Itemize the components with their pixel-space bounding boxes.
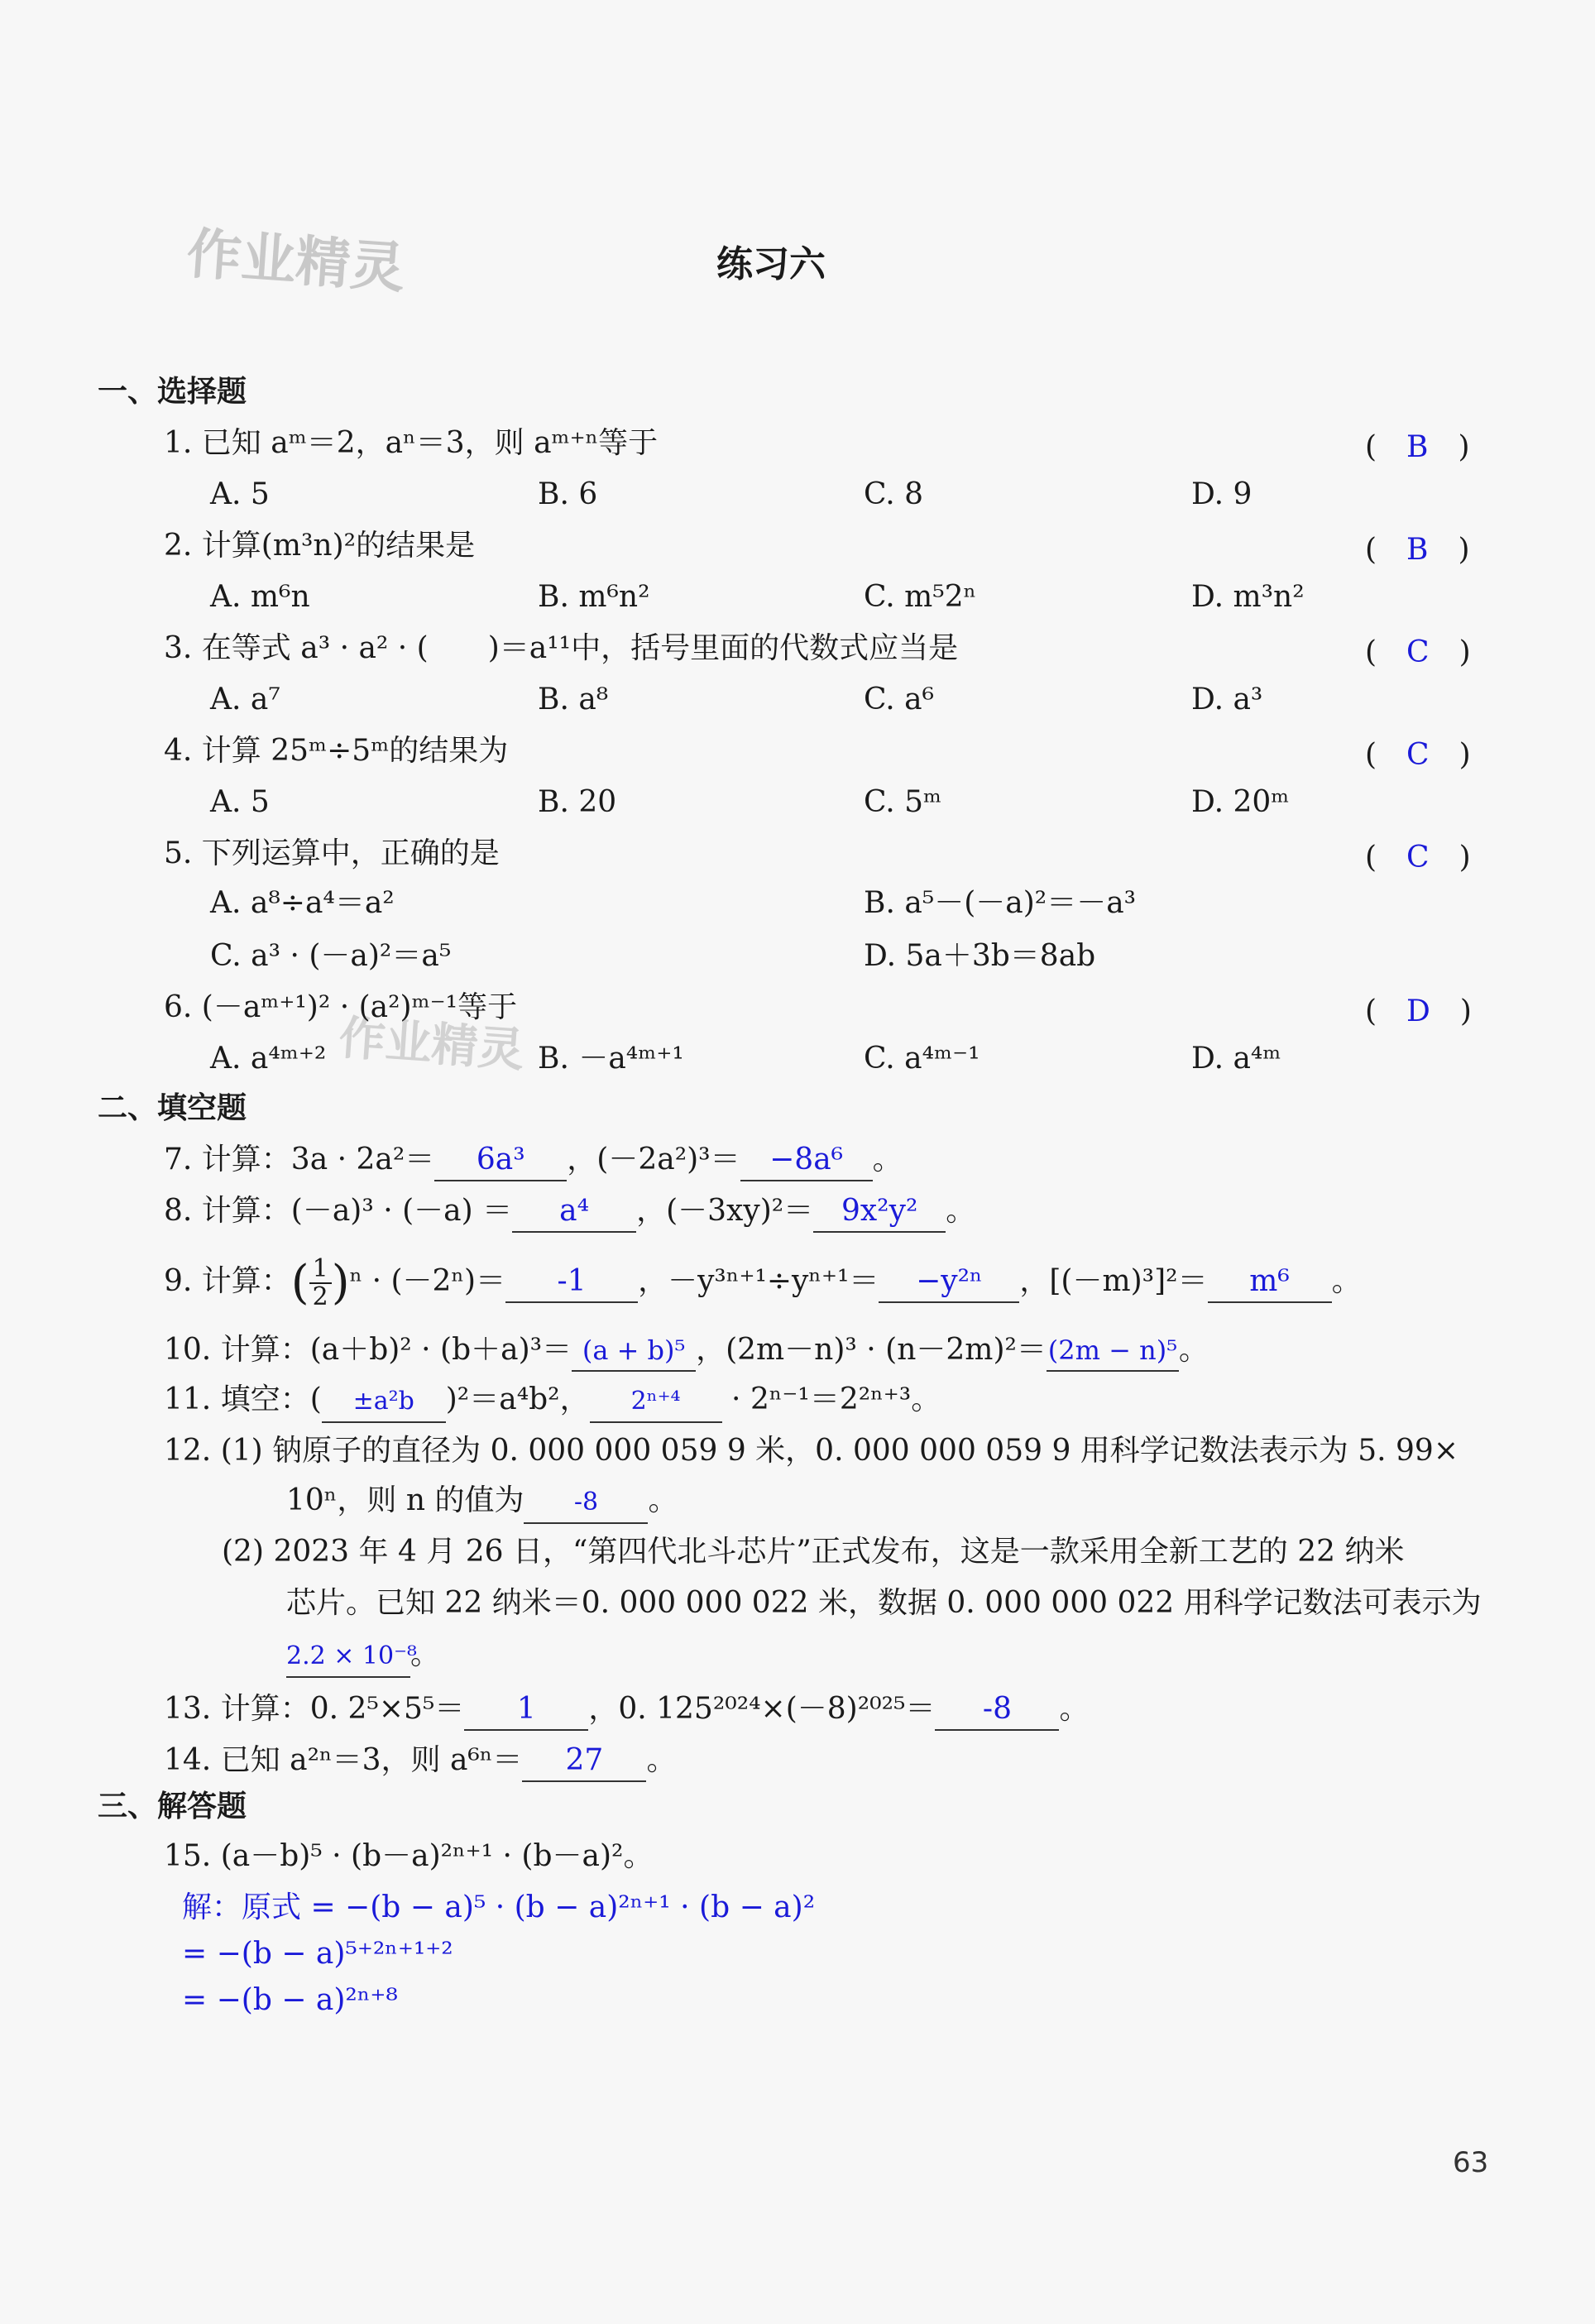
q6-option-c: C. a⁴ᵐ⁻¹ (864, 1042, 980, 1076)
q4-stem: 4. 计算 25ᵐ÷5ᵐ的结果为 (164, 734, 509, 768)
q13-prompt-1: 13. 计算：0. 2⁵×5⁵＝ (164, 1692, 465, 1726)
q2-option-b: B. m⁶n² (538, 580, 650, 614)
q8-prompt-3: 。 (946, 1194, 976, 1228)
q9-paren-left: ( (290, 1256, 309, 1310)
q6-option-a: A. a⁴ᵐ⁺² (210, 1042, 327, 1076)
q12-answer-2: 2.2 × 10⁻⁸ (286, 1636, 410, 1678)
q9-answer-3: m⁶ (1208, 1262, 1332, 1303)
q12-line-2 (286, 1481, 678, 1524)
q3-option-b: B. a⁸ (538, 683, 609, 716)
q7-line (164, 1140, 903, 1181)
q7-prompt-2: ，(－2a²)³＝ (567, 1143, 740, 1176)
q2-answer: B (1406, 533, 1429, 567)
q1-answer: B (1406, 430, 1429, 464)
q14-answer-1: 27 (522, 1741, 646, 1782)
q8-line (164, 1191, 975, 1233)
q4-option-b: B. 20 (538, 785, 617, 819)
q12-prompt-2b: 。 (648, 1483, 678, 1517)
q12-prompt-5b: 。 (410, 1637, 441, 1671)
q11-line (164, 1380, 941, 1423)
q11-answer-1: ±a²b (322, 1382, 446, 1423)
q13-answer-1: 1 (464, 1689, 588, 1731)
q6-answer: D (1406, 994, 1430, 1028)
q1-answer-paren: ( B ) (1365, 430, 1470, 464)
q13-answer-2: -8 (935, 1689, 1059, 1731)
q14-line (164, 1741, 676, 1782)
q9-paren-right: ) (331, 1256, 350, 1310)
q3-answer-paren: ( C ) (1365, 635, 1471, 669)
q2-option-a: A. m⁶n (210, 580, 310, 614)
q5-option-d: D. 5a＋3b＝8ab (864, 939, 1096, 973)
q12-line-5 (286, 1635, 440, 1678)
q11-prompt-3: · 2ⁿ⁻¹＝2²ⁿ⁺³。 (721, 1382, 941, 1416)
q6-option-b: B. －a⁴ᵐ⁺¹ (538, 1042, 684, 1076)
q5-option-c: C. a³ · (－a)²＝a⁵ (210, 939, 452, 973)
section-fill-heading: 二、填空题 (98, 1091, 247, 1125)
q12-line-1: 12. (1) 钠原子的直径为 0. 000 000 059 9 米，0. 000 000 059 9 用科学记数法表示为 5. 99× (164, 1434, 1458, 1468)
q9-prompt-2: ，－y³ⁿ⁺¹÷yⁿ⁺¹＝ (638, 1264, 879, 1298)
q15-solution-line-2: = −(b − a)⁵⁺²ⁿ⁺¹⁺² (182, 1937, 453, 1971)
q9-answer-1: -1 (505, 1262, 638, 1303)
section-choice-heading: 一、选择题 (98, 375, 247, 409)
q13-line (164, 1689, 1089, 1731)
q12-line-3: (2) 2023 年 4 月 26 日，“第四代北斗芯片”正式发布，这是一款采用全新工艺的 22 纳米 (222, 1535, 1405, 1569)
q13-prompt-2: ，0. 125²⁰²⁴×(－8)²⁰²⁵＝ (588, 1692, 936, 1726)
q5-option-b: B. a⁵－(－a)²＝－a³ (864, 886, 1137, 920)
q10-line (164, 1330, 1209, 1372)
q3-answer: C (1406, 635, 1430, 669)
q4-answer: C (1406, 738, 1430, 772)
q1-stem: 1. 已知 aᵐ＝2，aⁿ＝3，则 aᵐ⁺ⁿ等于 (164, 426, 659, 460)
q9-answer-2: −y²ⁿ (879, 1262, 1019, 1303)
q8-prompt-1: 8. 计算：(－a)³ · (－a) ＝ (164, 1194, 513, 1228)
q9-prompt-3: ，[(－m)³]²＝ (1019, 1264, 1208, 1298)
q4-answer-paren: ( C ) (1365, 738, 1471, 772)
q1-option-a: A. 5 (210, 477, 270, 511)
q6-answer-paren: ( D ) (1365, 994, 1472, 1028)
q11-prompt-1: 11. 填空：( (164, 1382, 322, 1416)
watermark-top: 作业精灵 (184, 221, 407, 301)
q9-frac-den: 2 (312, 1282, 328, 1311)
q4-option-a: A. 5 (210, 785, 270, 819)
q15-stem: 15. (a－b)⁵ · (b－a)²ⁿ⁺¹ · (b－a)²。 (164, 1839, 654, 1873)
q1-option-b: B. 6 (538, 477, 598, 511)
q7-prompt-3: 。 (872, 1143, 903, 1176)
section-solve-heading: 三、解答题 (98, 1790, 247, 1823)
q8-answer-2: 9x²y² (813, 1191, 946, 1233)
q14-prompt-1: 14. 已知 a²ⁿ＝3，则 a⁶ⁿ＝ (164, 1743, 523, 1777)
q3-option-d: D. a³ (1191, 683, 1263, 716)
q15-solution-line-1: 解：原式 = −(b − a)⁵ · (b − a)²ⁿ⁺¹ · (b − a)² (182, 1890, 816, 1924)
watermark-middle: 作业精灵 (337, 1011, 526, 1078)
q10-prompt-3: 。 (1178, 1333, 1209, 1367)
page-title: 练习六 (716, 243, 826, 285)
page-number: 63 (1453, 2146, 1489, 2179)
q11-answer-2: 2ⁿ⁺⁴ (590, 1382, 722, 1423)
q5-stem: 5. 下列运算中，正确的是 (164, 836, 500, 870)
q9-prompt-1b: ⁿ · (－2ⁿ)＝ (349, 1264, 506, 1298)
q9-frac-num: 1 (309, 1256, 332, 1284)
q2-answer-paren: ( B ) (1365, 533, 1470, 567)
q7-answer-1: 6a³ (434, 1140, 567, 1181)
q8-prompt-2: ，(－3xy)²＝ (636, 1194, 814, 1228)
q5-answer: C (1406, 841, 1430, 874)
q9-prompt-1: 9. 计算： (164, 1264, 291, 1298)
q10-prompt-2: ，(2m－n)³ · (n－2m)²＝ (696, 1333, 1047, 1367)
q9-prompt-4: 。 (1331, 1264, 1362, 1298)
q15-solution-line-3: = −(b − a)²ⁿ⁺⁸ (182, 1983, 398, 2017)
q10-answer-2: (2m − n)⁵ (1047, 1330, 1179, 1372)
q1-option-c: C. 8 (864, 477, 924, 511)
q5-option-a: A. a⁸÷a⁴＝a² (210, 886, 395, 920)
q12-answer-1: -8 (524, 1483, 648, 1524)
q4-option-c: C. 5ᵐ (864, 785, 942, 819)
q2-option-d: D. m³n² (1191, 580, 1305, 614)
q10-prompt-1: 10. 计算：(a＋b)² · (b＋a)³＝ (164, 1333, 572, 1367)
q3-stem: 3. 在等式 a³ · a² · ( )＝a¹¹中，括号里面的代数式应当是 (164, 631, 959, 665)
q12-prompt-2a: 10ⁿ，则 n 的值为 (286, 1483, 524, 1517)
q2-stem: 2. 计算(m³n)²的结果是 (164, 529, 476, 563)
q2-option-c: C. m⁵2ⁿ (864, 580, 977, 614)
q3-option-c: C. a⁶ (864, 683, 935, 716)
q11-prompt-2: )²＝a⁴b²， (445, 1382, 590, 1416)
q10-answer-1: (a + b)⁵ (572, 1330, 696, 1372)
q14-prompt-2: 。 (646, 1743, 677, 1777)
q7-prompt-1: 7. 计算：3a · 2a²＝ (164, 1143, 435, 1176)
q9-line (164, 1256, 1362, 1311)
q7-answer-2: −8a⁶ (740, 1140, 873, 1181)
q9-fraction (309, 1256, 332, 1311)
q1-option-d: D. 9 (1191, 477, 1253, 511)
q4-option-d: D. 20ᵐ (1191, 785, 1290, 819)
q12-line-4: 芯片。已知 22 纳米＝0. 000 000 022 米，数据 0. 000 000 022 用科学记数法可表示为 (286, 1586, 1482, 1620)
q8-answer-1: a⁴ (512, 1191, 636, 1233)
q6-stem: 6. (－aᵐ⁺¹)² · (a²)ᵐ⁻¹等于 (164, 990, 518, 1024)
q3-option-a: A. a⁷ (210, 683, 280, 716)
q5-answer-paren: ( C ) (1365, 841, 1471, 874)
q13-prompt-3: 。 (1059, 1692, 1090, 1726)
q6-option-d: D. a⁴ᵐ (1191, 1042, 1281, 1076)
